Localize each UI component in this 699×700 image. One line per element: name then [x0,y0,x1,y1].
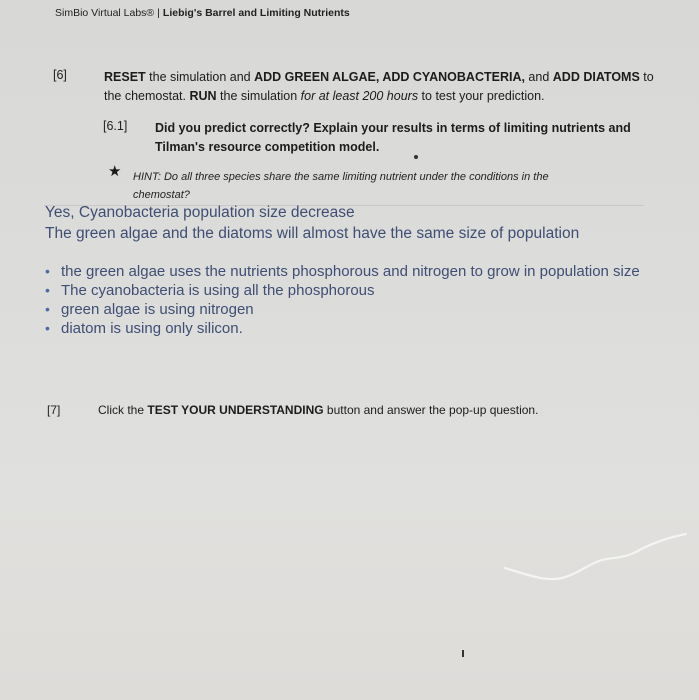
question-7-number: [7] [47,403,61,417]
brand-label: SimBio Virtual Labs® [55,7,155,19]
bullet-icon: • [45,282,50,298]
list-item [45,262,699,281]
q7-text-before: Click the [98,403,148,417]
bullet-icon: • [45,320,50,336]
q6-text-part: to the chemostat. [104,70,654,103]
q6-text-part: ADD DIATOMS [552,70,640,84]
q6-text-part: the simulation and [145,70,255,84]
q6-text-part: to test your prediction. [418,89,545,103]
answer-bullet-list [45,262,699,338]
q6-text-part: and [524,70,553,84]
bullet-text: The cyanobacteria is using all the phosphorous [61,282,375,299]
list-item [45,300,699,319]
q6-text-part: the simulation [216,89,301,103]
question-7-text [98,403,538,417]
bullet-icon: • [45,301,50,317]
q6-text-part: for at least 200 hours [300,89,419,103]
bullet-text: green algae is using nitrogen [61,301,254,318]
hint-text: HINT: Do all three species share the same limiting nutrient under the conditions in the chemostat? [133,171,549,201]
star-icon: ★ [108,163,122,180]
q6-text-part: RESET [104,70,146,84]
list-item [45,281,699,300]
bullet-icon: • [45,263,50,279]
test-your-understanding-label: TEST YOUR UNDERSTANDING [147,403,324,417]
pen-scribble-icon [500,530,690,590]
page-header [55,7,350,19]
header-separator: | [157,7,160,19]
answer-line-1[interactable]: Yes, Cyanobacteria population size decrease [45,204,355,221]
question-6-text [104,68,664,106]
stray-dot [414,155,418,159]
question-6-1-number: [6.1] [103,119,128,133]
q6-text-part: ADD GREEN ALGAE, ADD CYANOBACTERIA, [254,70,525,84]
question-6-1-text: Did you predict correctly? Explain your results in terms of limiting nutrients and Tilman's resource competition model. [155,121,631,154]
q7-text-after: button and answer the pop-up question. [323,403,539,417]
list-item [45,319,699,338]
lab-title: Liebig's Barrel and Limiting Nutrients [162,7,350,19]
bullet-text: the green algae uses the nutrients phosphorous and nitrogen to grow in population size [61,263,640,280]
question-6-number: [6] [53,68,67,82]
answer-line-2[interactable]: The green algae and the diatoms will almost have the same size of population [45,225,580,242]
stray-pen-mark [462,650,464,657]
q6-text-part: RUN [189,89,217,103]
bullet-text: diatom is using only silicon. [61,320,243,337]
